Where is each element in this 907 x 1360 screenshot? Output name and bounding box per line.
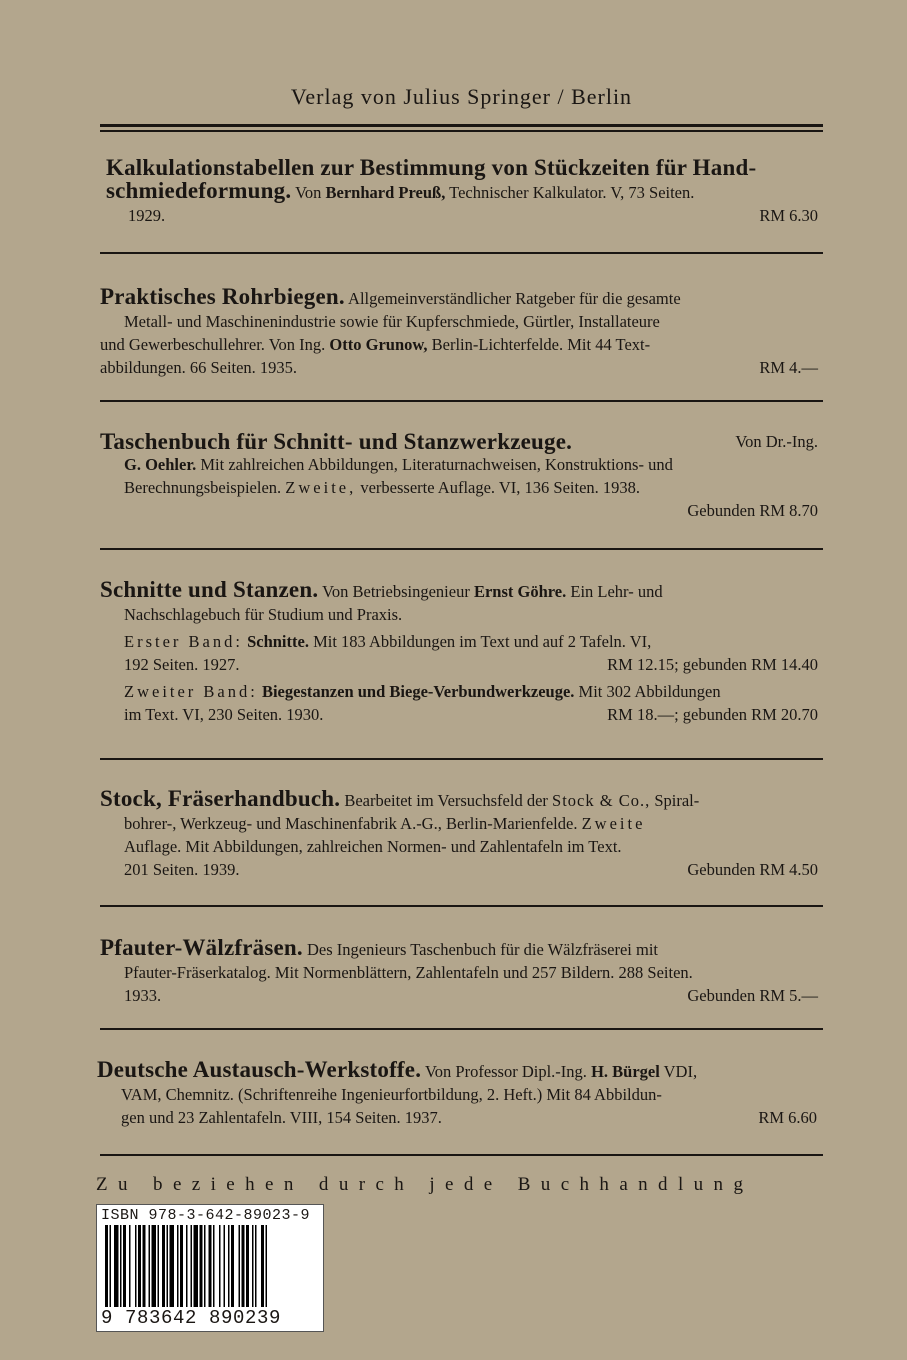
price: RM 6.60 (758, 1108, 817, 1127)
price: RM 4.— (759, 358, 818, 377)
book-title: Deutsche Austausch-Werkstoffe. (97, 1057, 422, 1082)
barcode-bar (209, 1225, 212, 1307)
book-entry-rohrbiegen: Praktisches Rohrbiegen. Allgemeinverständlicher Ratgeber für die gesamte Metall- und Maschinenindustrie sowie für Kupferschmiede, Gürtler, Installateure und Gewerbeschullehrer. Von Ing. Otto Grunow, Berlin-Lichterfelde. Mit 44 Text- abbildungen. 66 Seiten. 1935. RM 4.— (100, 284, 818, 377)
barcode-bar (252, 1225, 254, 1307)
book-title: Praktisches Rohrbiegen. (100, 284, 345, 309)
book-entry-taschenbuch: Taschenbuch für Schnitt- und Stanzwerkzeuge. Von Dr.-Ing. G. Oehler. Mit zahlreichen Abbildungen, Literaturnachweisen, Konstruktions- und Berechnungsbeispielen. Zweite, verbesserte Auflage. VI, 136 Seiten. 1938. Gebunden RM 8.70 (100, 429, 818, 520)
author: Bernhard Preuß, (325, 183, 446, 202)
barcode-bar (261, 1225, 264, 1307)
barcode-bar (138, 1225, 141, 1307)
barcode-bar (135, 1225, 137, 1307)
footer-note: Zu beziehen durch jede Buchhandlung (96, 1174, 754, 1195)
divider (100, 758, 823, 760)
price: RM 6.30 (759, 206, 818, 225)
barcode-bar (152, 1225, 157, 1307)
barcode-bar (162, 1225, 165, 1307)
barcode-bar (255, 1225, 257, 1307)
author: Otto Grunow, (329, 335, 428, 354)
barcode-bar (180, 1225, 183, 1307)
barcode-bar (158, 1225, 160, 1307)
barcode-bar (177, 1225, 179, 1307)
publisher-header: Verlag von Julius Springer / Berlin (290, 84, 633, 109)
divider (100, 905, 823, 907)
barcode-bar (266, 1225, 268, 1307)
isbn-label: ISBN 978-3-642-89023-9 (101, 1207, 311, 1224)
price: RM 12.15; gebunden RM 14.40 (607, 655, 818, 674)
barcode-bar (120, 1225, 122, 1307)
book-entry-fraeserhandbuch: Stock, Fräserhandbuch. Bearbeitet im Versuchsfeld der Stock & Co., Spiral- bohrer-, Werkzeug- und Maschinenfabrik A.-G., Berlin-Marienfelde. Zweite Auflage. Mit Abbildungen, zahlreichen Normen- und Zahlentafeln im Text. 201 Seiten. 1939. Gebunden RM 4.50 (100, 786, 818, 879)
barcode-bar (149, 1225, 151, 1307)
book-entry-pfauter: Pfauter-Wälzfräsen. Des Ingenieurs Taschenbuch für die Wälzfräserei mit Pfauter-Fräserkatalog. Mit Normenblättern, Zahlentafeln und 257 Bildern. 288 Seiten. 1933. Gebunden RM 5.— (100, 935, 818, 1005)
barcode-bar (213, 1225, 215, 1307)
book-entry-kalkulationstabellen: Kalkulationstabellen zur Bestimmung von Stückzeiten für Hand- schmiedeformung. Von Bernhard Preuß, Technischer Kalkulator. V, 73 Seiten. 1929. RM 6.30 (100, 156, 818, 227)
barcode-bar (170, 1225, 175, 1307)
barcode-bar (246, 1225, 249, 1307)
barcode-bar (186, 1225, 188, 1307)
book-title: Schnitte und Stanzen. (100, 577, 319, 602)
barcode-bar (200, 1225, 203, 1307)
barcode-bar (167, 1225, 169, 1307)
book-title: Taschenbuch für Schnitt- und Stanzwerkzeuge. (100, 429, 573, 454)
barcode-bar (191, 1225, 193, 1307)
divider (100, 130, 823, 132)
barcode-bar (224, 1225, 226, 1307)
book-title-cont: schmiedeformung. (106, 178, 292, 203)
price: Gebunden RM 8.70 (687, 501, 818, 520)
author: H. Bürgel (591, 1062, 660, 1081)
barcode-bar (204, 1225, 206, 1307)
isbn-barcode (96, 1204, 324, 1332)
divider (100, 400, 823, 402)
divider (100, 124, 823, 127)
barcode-bar (231, 1225, 234, 1307)
book-title: Pfauter-Wälzfräsen. (100, 935, 303, 960)
barcode-bar (219, 1225, 221, 1307)
barcode-bar (143, 1225, 146, 1307)
barcode-bar (129, 1225, 131, 1307)
price: RM 18.—; gebunden RM 20.70 (607, 705, 818, 724)
barcode-bar (114, 1225, 119, 1307)
barcode-bar (105, 1225, 108, 1307)
book-title: Kalkulationstabellen zur Bestimmung von Stückzeiten für Hand- (106, 155, 757, 180)
book-title: Stock, Fräserhandbuch. (100, 786, 341, 811)
divider (100, 252, 823, 254)
volume-1: Erster Band: Schnitte. Mit 183 Abbildungen im Text und auf 2 Tafeln. VI, (124, 632, 652, 651)
divider (100, 548, 823, 550)
barcode-bar (228, 1225, 230, 1307)
author: Ernst Göhre. (473, 582, 567, 601)
book-entry-austausch-werkstoffe: Deutsche Austausch-Werkstoffe. Von Professor Dipl.-Ing. H. Bürgel VDI, VAM, Chemnitz. (Schriftenreihe Ingenieurfortbildung, 2. Heft.) Mit 84 Abbildun- gen und 23 Zahlentafeln. VIII, 154 Seiten. 1937. RM 6.60 (97, 1057, 817, 1127)
barcode-bar (194, 1225, 199, 1307)
divider (100, 1154, 823, 1156)
barcode-icon (105, 1225, 313, 1307)
barcode-bar (242, 1225, 245, 1307)
price: Gebunden RM 4.50 (687, 860, 818, 879)
volume-2: Zweiter Band: Biegestanzen und Biege-Verbundwerkzeuge. Mit 302 Abbildungen (124, 682, 721, 701)
barcode-bar (123, 1225, 126, 1307)
barcode-bar (239, 1225, 241, 1307)
isbn-digits: 9 783642 890239 (101, 1307, 282, 1329)
price: Gebunden RM 5.— (687, 986, 818, 1005)
barcode-bar (110, 1225, 112, 1307)
book-entry-schnitte-stanzen: Schnitte und Stanzen. Von Betriebsingenieur Ernst Göhre. Ein Lehr- und Nachschlagebuch für Studium und Praxis. Erster Band: Schnitte. Mit 183 Abbildungen im Text und auf 2 Tafeln. VI, 192 Seiten. 1927. RM 12.15; gebunden RM 14.40 Zweiter Band: Biegestanzen und Biege-Verbundwerkzeuge. Mit 302 Abbildungen im Text. VI, 230 Seiten. 1930. RM 18.—; gebunden RM 20.70 (100, 577, 818, 724)
author: G. Oehler. (124, 455, 197, 474)
divider (100, 1028, 823, 1030)
